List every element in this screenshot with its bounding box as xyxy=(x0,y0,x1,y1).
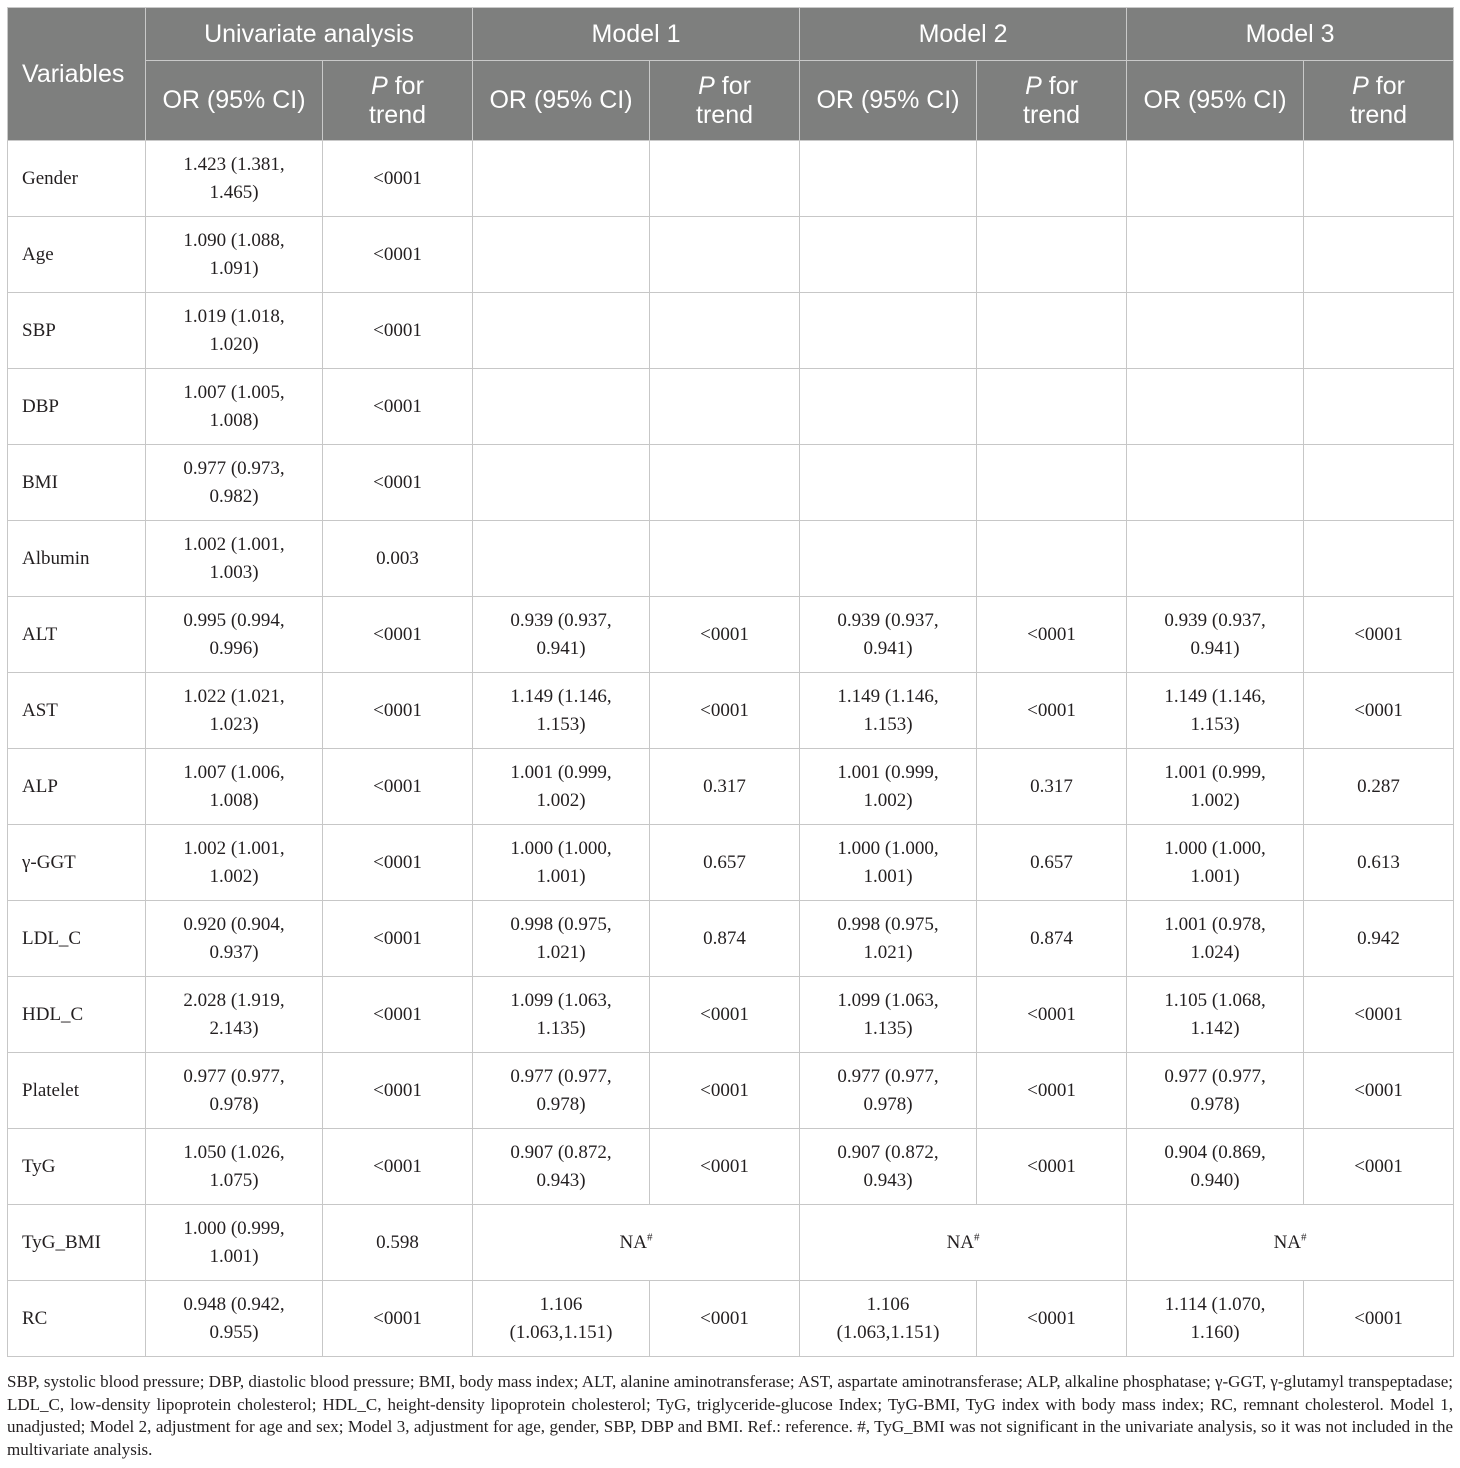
variable-name: SBP xyxy=(8,293,146,369)
table-row xyxy=(8,217,1454,293)
m3-or-cell xyxy=(1127,673,1304,749)
m2-or-cell-empty xyxy=(800,369,977,445)
univariate-p-cell: <0001 xyxy=(323,977,473,1053)
m2-p-cell-empty xyxy=(977,217,1127,293)
m2-or-cell xyxy=(800,749,977,825)
p-symbol: P xyxy=(698,71,715,100)
m2-p-cell: 0.657 xyxy=(977,825,1127,901)
m1-or-cell-line-2: 1.021) xyxy=(536,941,586,963)
m3-p-cell-empty xyxy=(1304,521,1454,597)
trend-text: trend xyxy=(1350,100,1408,129)
m1-or-cell-line-1: 1.000 (1.000, xyxy=(510,838,612,859)
univariate-or-cell-line-2: 1.091) xyxy=(209,257,259,279)
univariate-p-cell: <0001 xyxy=(323,141,473,217)
m1-or-cell-line-2: 0.978) xyxy=(536,1093,586,1115)
m2-or-cell xyxy=(800,597,977,673)
univariate-or-cell-line-2: 1.002) xyxy=(209,865,259,887)
univariate-or-cell xyxy=(146,749,323,825)
group-header-model-3: Model 3 xyxy=(1127,8,1454,61)
m1-or-cell xyxy=(473,597,650,673)
m3-or-cell-line-2: 0.978) xyxy=(1190,1093,1240,1115)
table-row xyxy=(8,977,1454,1053)
m3-or-cell-line-2: 0.941) xyxy=(1190,637,1240,659)
m3-p-cell: 0.287 xyxy=(1304,749,1454,825)
m3-na-cell xyxy=(1127,1205,1454,1281)
variable-name: AST xyxy=(8,673,146,749)
univariate-or-cell xyxy=(146,1281,323,1357)
m1-na-cell xyxy=(473,1205,800,1281)
m2-p-cell: 0.317 xyxy=(977,749,1127,825)
univariate-or-cell xyxy=(146,977,323,1053)
m3-p-cell: <0001 xyxy=(1304,1281,1454,1357)
m2-or-cell-line-2: 1.153) xyxy=(863,713,913,735)
m1-or-cell-line-2: 0.941) xyxy=(536,637,586,659)
m2-or-cell-empty xyxy=(800,521,977,597)
p-trend-header-m2 xyxy=(977,61,1127,141)
or-header-m2: OR (95% CI) xyxy=(800,61,977,141)
univariate-or-cell-line-2: 0.978) xyxy=(209,1093,259,1115)
univariate-or-cell xyxy=(146,445,323,521)
m2-or-cell-line-1: 0.939 (0.937, xyxy=(837,610,939,631)
m3-or-cell-line-1: 1.114 (1.070, xyxy=(1164,1294,1266,1315)
m3-or-cell-empty xyxy=(1127,217,1304,293)
m1-or-cell xyxy=(473,749,650,825)
m3-or-cell-empty xyxy=(1127,445,1304,521)
na-footnote-mark: # xyxy=(1301,1231,1307,1244)
univariate-p-cell: <0001 xyxy=(323,825,473,901)
m2-or-cell xyxy=(800,825,977,901)
m2-p-cell-empty xyxy=(977,369,1127,445)
variable-name: DBP xyxy=(8,369,146,445)
m2-p-cell: <0001 xyxy=(977,977,1127,1053)
univariate-or-cell-line-2: 1.465) xyxy=(209,181,259,203)
univariate-or-cell-line-1: 1.022 (1.021, xyxy=(183,686,285,707)
m2-or-cell-line-1: 1.001 (0.999, xyxy=(837,762,939,783)
m2-p-cell-empty xyxy=(977,521,1127,597)
table-header xyxy=(8,8,1454,141)
m1-p-cell: <0001 xyxy=(650,1281,800,1357)
m1-p-cell-empty xyxy=(650,445,800,521)
table-row xyxy=(8,901,1454,977)
table-footnote: SBP, systolic blood pressure; DBP, diastolic blood pressure; BMI, body mass index; ALT, alanine aminotransferase; AST, aspartate aminotransferase; ALP, alkaline phosphatase; γ-GGT, γ-glutamyl transpeptadase; LDL_C, low-density lipoprotein cholesterol; HDL_C, height-density lipoprotein cholesterol; TyG, triglyceride-glucose Index; TyG-BMI, TyG index with body mass index; RC, remnant cholesterol. Model 1, unadjusted; Model 2, adjustment for age and sex; Model 3, adjustment for age, gender, SBP, DBP and BMI. Ref.: reference. #, TyG_BMI was not significant in the univariate analysis, so it was not included in the multivariate analysis. xyxy=(7,1372,1453,1459)
univariate-or-cell-line-1: 0.920 (0.904, xyxy=(183,914,285,935)
univariate-or-cell-line-1: 1.423 (1.381, xyxy=(183,154,285,175)
m2-or-cell xyxy=(800,1053,977,1129)
univariate-or-cell xyxy=(146,597,323,673)
m3-or-cell-line-1: 1.105 (1.068, xyxy=(1164,990,1266,1011)
univariate-or-cell-line-2: 1.003) xyxy=(209,561,259,583)
variable-name: Age xyxy=(8,217,146,293)
group-header-model-2: Model 2 xyxy=(800,8,1127,61)
p-for-text: for xyxy=(714,71,751,100)
m1-p-cell: 0.317 xyxy=(650,749,800,825)
univariate-p-cell: <0001 xyxy=(323,293,473,369)
trend-text: trend xyxy=(1023,100,1081,129)
m1-or-cell-line-2: (1.063,1.151) xyxy=(509,1321,613,1343)
m1-p-cell-empty xyxy=(650,141,800,217)
m1-p-cell-empty xyxy=(650,293,800,369)
univariate-p-cell: <0001 xyxy=(323,901,473,977)
m1-or-cell-line-1: 1.149 (1.146, xyxy=(510,686,612,707)
m2-p-cell: 0.874 xyxy=(977,901,1127,977)
univariate-or-cell-line-2: 1.008) xyxy=(209,789,259,811)
univariate-or-cell-line-1: 1.007 (1.006, xyxy=(183,762,285,783)
m1-or-cell-empty xyxy=(473,293,650,369)
m1-or-cell-empty xyxy=(473,141,650,217)
univariate-p-cell: <0001 xyxy=(323,673,473,749)
m2-or-cell-line-2: 1.021) xyxy=(863,941,913,963)
table-row xyxy=(8,293,1454,369)
m1-or-cell xyxy=(473,825,650,901)
univariate-or-cell-line-1: 0.977 (0.977, xyxy=(183,1066,285,1087)
m3-or-cell-line-2: 0.940) xyxy=(1190,1169,1240,1191)
m3-p-cell-empty xyxy=(1304,293,1454,369)
m3-or-cell xyxy=(1127,1281,1304,1357)
table-body xyxy=(8,141,1454,1357)
m3-p-cell: 0.942 xyxy=(1304,901,1454,977)
univariate-or-cell-line-2: 1.023) xyxy=(209,713,259,735)
na-text: NA xyxy=(946,1231,975,1253)
m3-or-cell-line-1: 1.001 (0.999, xyxy=(1164,762,1266,783)
subheader-row xyxy=(8,61,1454,141)
m2-or-cell-empty xyxy=(800,445,977,521)
m1-or-cell xyxy=(473,1129,650,1205)
m1-p-cell: 0.874 xyxy=(650,901,800,977)
m2-p-cell: <0001 xyxy=(977,1129,1127,1205)
m1-or-cell-line-2: 1.153) xyxy=(536,713,586,735)
table-row xyxy=(8,1281,1454,1357)
na-footnote-mark: # xyxy=(974,1231,980,1244)
m1-p-cell-empty xyxy=(650,369,800,445)
m1-p-cell: <0001 xyxy=(650,597,800,673)
m2-or-cell-line-1: 1.000 (1.000, xyxy=(837,838,939,859)
univariate-or-cell xyxy=(146,825,323,901)
m2-or-cell xyxy=(800,901,977,977)
univariate-p-cell: <0001 xyxy=(323,445,473,521)
univariate-or-cell-line-1: 1.019 (1.018, xyxy=(183,306,285,327)
table-row xyxy=(8,749,1454,825)
m3-or-cell-line-2: 1.160) xyxy=(1190,1321,1240,1343)
m3-or-cell-line-1: 1.000 (1.000, xyxy=(1164,838,1266,859)
p-for-text: for xyxy=(387,71,424,100)
univariate-or-cell-line-2: 1.075) xyxy=(209,1169,259,1191)
univariate-p-cell: 0.003 xyxy=(323,521,473,597)
m2-or-cell-line-2: 1.002) xyxy=(863,789,913,811)
univariate-p-cell: 0.598 xyxy=(323,1205,473,1281)
m1-or-cell-empty xyxy=(473,521,650,597)
m3-p-cell-empty xyxy=(1304,217,1454,293)
m2-or-cell xyxy=(800,673,977,749)
m1-p-cell: <0001 xyxy=(650,977,800,1053)
univariate-p-cell: <0001 xyxy=(323,369,473,445)
m2-or-cell xyxy=(800,1281,977,1357)
univariate-or-cell-line-2: 1.001) xyxy=(209,1245,259,1267)
univariate-or-cell xyxy=(146,1053,323,1129)
univariate-or-cell-line-1: 1.002 (1.001, xyxy=(183,534,285,555)
univariate-p-cell: <0001 xyxy=(323,1129,473,1205)
variable-name: ALT xyxy=(8,597,146,673)
m3-or-cell-line-1: 0.977 (0.977, xyxy=(1164,1066,1266,1087)
univariate-or-cell-line-2: 0.982) xyxy=(209,485,259,507)
na-footnote-mark: # xyxy=(647,1231,653,1244)
variable-name: TyG xyxy=(8,1129,146,1205)
m3-or-cell-line-1: 0.939 (0.937, xyxy=(1164,610,1266,631)
m3-or-cell xyxy=(1127,977,1304,1053)
univariate-or-cell xyxy=(146,901,323,977)
m3-p-cell-empty xyxy=(1304,141,1454,217)
m2-p-cell: <0001 xyxy=(977,1281,1127,1357)
m1-or-cell-line-2: 1.135) xyxy=(536,1017,586,1039)
univariate-or-cell-line-1: 1.050 (1.026, xyxy=(183,1142,285,1163)
table-row xyxy=(8,597,1454,673)
m3-or-cell-empty xyxy=(1127,369,1304,445)
m3-or-cell xyxy=(1127,1129,1304,1205)
univariate-or-cell-line-1: 1.090 (1.088, xyxy=(183,230,285,251)
m1-or-cell-line-1: 1.106 xyxy=(539,1294,583,1315)
univariate-or-cell xyxy=(146,293,323,369)
m1-p-cell: <0001 xyxy=(650,1129,800,1205)
m3-or-cell xyxy=(1127,1053,1304,1129)
m1-or-cell-line-2: 0.943) xyxy=(536,1169,586,1191)
variable-name: Platelet xyxy=(8,1053,146,1129)
m2-or-cell-line-1: 0.998 (0.975, xyxy=(837,914,939,935)
m1-or-cell xyxy=(473,1281,650,1357)
univariate-or-cell-line-1: 0.995 (0.994, xyxy=(183,610,285,631)
m1-or-cell-line-1: 0.998 (0.975, xyxy=(510,914,612,935)
table-row xyxy=(8,141,1454,217)
m1-p-cell: 0.657 xyxy=(650,825,800,901)
univariate-or-cell-line-1: 2.028 (1.919, xyxy=(183,990,285,1011)
na-text: NA xyxy=(1273,1231,1302,1253)
univariate-or-cell xyxy=(146,521,323,597)
m3-or-cell xyxy=(1127,825,1304,901)
m3-or-cell-empty xyxy=(1127,141,1304,217)
m1-p-cell-empty xyxy=(650,217,800,293)
table-row xyxy=(8,825,1454,901)
univariate-or-cell xyxy=(146,1129,323,1205)
univariate-or-cell xyxy=(146,141,323,217)
m2-or-cell-line-2: 1.135) xyxy=(863,1017,913,1039)
m3-or-cell-line-2: 1.001) xyxy=(1190,865,1240,887)
m3-p-cell: <0001 xyxy=(1304,977,1454,1053)
m1-p-cell-empty xyxy=(650,521,800,597)
p-for-text: for xyxy=(1368,71,1405,100)
univariate-or-cell-line-2: 0.996) xyxy=(209,637,259,659)
m2-or-cell-line-1: 1.106 xyxy=(866,1294,910,1315)
m3-or-cell xyxy=(1127,597,1304,673)
m3-or-cell-line-2: 1.024) xyxy=(1190,941,1240,963)
variable-name: TyG_BMI xyxy=(8,1205,146,1281)
m1-or-cell xyxy=(473,673,650,749)
univariate-p-cell: <0001 xyxy=(323,217,473,293)
m1-or-cell xyxy=(473,977,650,1053)
m3-or-cell-line-2: 1.002) xyxy=(1190,789,1240,811)
table-row xyxy=(8,521,1454,597)
m1-or-cell xyxy=(473,1053,650,1129)
m2-or-cell-line-2: (1.063,1.151) xyxy=(836,1321,940,1343)
variable-name: ALP xyxy=(8,749,146,825)
m2-or-cell-empty xyxy=(800,141,977,217)
m1-or-cell-empty xyxy=(473,445,650,521)
m3-p-cell: <0001 xyxy=(1304,597,1454,673)
m1-or-cell-line-2: 1.002) xyxy=(536,789,586,811)
m2-p-cell-empty xyxy=(977,293,1127,369)
univariate-or-cell-line-1: 1.007 (1.005, xyxy=(183,382,285,403)
variable-name: Gender xyxy=(8,141,146,217)
table-row xyxy=(8,1129,1454,1205)
m1-or-cell xyxy=(473,901,650,977)
m2-p-cell: <0001 xyxy=(977,673,1127,749)
or-header-uni: OR (95% CI) xyxy=(146,61,323,141)
table-row xyxy=(8,673,1454,749)
m1-or-cell-line-1: 0.907 (0.872, xyxy=(510,1142,612,1163)
m2-p-cell-empty xyxy=(977,445,1127,521)
p-symbol: P xyxy=(1025,71,1042,100)
univariate-p-cell: <0001 xyxy=(323,749,473,825)
variable-name: BMI xyxy=(8,445,146,521)
m3-or-cell-empty xyxy=(1127,293,1304,369)
m2-or-cell-line-2: 1.001) xyxy=(863,865,913,887)
or-header-m1: OR (95% CI) xyxy=(473,61,650,141)
m2-p-cell: <0001 xyxy=(977,1053,1127,1129)
m3-p-cell: <0001 xyxy=(1304,1129,1454,1205)
table-row xyxy=(8,1205,1454,1281)
m2-or-cell xyxy=(800,977,977,1053)
m2-or-cell-empty xyxy=(800,217,977,293)
univariate-or-cell-line-2: 0.937) xyxy=(209,941,259,963)
m1-or-cell-line-1: 1.001 (0.999, xyxy=(510,762,612,783)
trend-text: trend xyxy=(696,100,754,129)
univariate-or-cell-line-2: 2.143) xyxy=(209,1017,259,1039)
variables-header: Variables xyxy=(8,8,146,141)
m2-or-cell xyxy=(800,1129,977,1205)
variable-name: γ-GGT xyxy=(8,825,146,901)
table-row xyxy=(8,1053,1454,1129)
m2-or-cell-line-1: 0.907 (0.872, xyxy=(837,1142,939,1163)
univariate-or-cell xyxy=(146,673,323,749)
results-table xyxy=(7,7,1454,1357)
m2-or-cell-line-1: 1.149 (1.146, xyxy=(837,686,939,707)
table-row xyxy=(8,369,1454,445)
m2-or-cell-line-1: 1.099 (1.063, xyxy=(837,990,939,1011)
p-for-text: for xyxy=(1041,71,1078,100)
group-header-univariate: Univariate analysis xyxy=(146,8,473,61)
m3-or-cell-line-2: 1.142) xyxy=(1190,1017,1240,1039)
m3-or-cell-empty xyxy=(1127,521,1304,597)
m2-p-cell: <0001 xyxy=(977,597,1127,673)
m3-or-cell-line-1: 1.001 (0.978, xyxy=(1164,914,1266,935)
univariate-or-cell-line-1: 0.977 (0.973, xyxy=(183,458,285,479)
table-row xyxy=(8,445,1454,521)
m3-p-cell: <0001 xyxy=(1304,1053,1454,1129)
univariate-or-cell xyxy=(146,217,323,293)
m1-or-cell-line-1: 1.099 (1.063, xyxy=(510,990,612,1011)
univariate-or-cell-line-2: 0.955) xyxy=(209,1321,259,1343)
m2-or-cell-empty xyxy=(800,293,977,369)
m1-or-cell-line-1: 0.977 (0.977, xyxy=(510,1066,612,1087)
m3-or-cell xyxy=(1127,749,1304,825)
m1-p-cell: <0001 xyxy=(650,673,800,749)
m2-or-cell-line-1: 0.977 (0.977, xyxy=(837,1066,939,1087)
univariate-or-cell-line-1: 1.002 (1.001, xyxy=(183,838,285,859)
m1-or-cell-empty xyxy=(473,369,650,445)
na-text: NA xyxy=(619,1231,647,1253)
or-header-m3: OR (95% CI) xyxy=(1127,61,1304,141)
variable-name: RC xyxy=(8,1281,146,1357)
univariate-or-cell xyxy=(146,369,323,445)
p-trend-header-m3 xyxy=(1304,61,1454,141)
p-trend-header-m1 xyxy=(650,61,800,141)
variable-name: HDL_C xyxy=(8,977,146,1053)
m2-or-cell-line-2: 0.978) xyxy=(863,1093,913,1115)
m3-p-cell-empty xyxy=(1304,369,1454,445)
m2-na-cell xyxy=(800,1205,1127,1281)
univariate-p-cell: <0001 xyxy=(323,1281,473,1357)
m1-or-cell-line-1: 0.939 (0.937, xyxy=(510,610,612,631)
univariate-or-cell-line-1: 1.000 (0.999, xyxy=(183,1218,285,1239)
m3-p-cell-empty xyxy=(1304,445,1454,521)
univariate-or-cell-line-1: 0.948 (0.942, xyxy=(183,1294,285,1315)
p-symbol: P xyxy=(1352,71,1369,100)
univariate-or-cell xyxy=(146,1205,323,1281)
m2-or-cell-line-2: 0.941) xyxy=(863,637,913,659)
m3-p-cell: <0001 xyxy=(1304,673,1454,749)
group-header-model-1: Model 1 xyxy=(473,8,800,61)
univariate-p-cell: <0001 xyxy=(323,597,473,673)
m1-or-cell-line-2: 1.001) xyxy=(536,865,586,887)
variable-name: Albumin xyxy=(8,521,146,597)
p-trend-header-uni xyxy=(323,61,473,141)
trend-text: trend xyxy=(369,100,426,129)
m2-p-cell-empty xyxy=(977,141,1127,217)
m2-or-cell-line-2: 0.943) xyxy=(863,1169,913,1191)
m3-or-cell-line-1: 0.904 (0.869, xyxy=(1164,1142,1266,1163)
univariate-or-cell-line-2: 1.020) xyxy=(209,333,259,355)
m3-p-cell: 0.613 xyxy=(1304,825,1454,901)
p-symbol: P xyxy=(371,71,388,100)
m1-or-cell-empty xyxy=(473,217,650,293)
m1-p-cell: <0001 xyxy=(650,1053,800,1129)
univariate-or-cell-line-2: 1.008) xyxy=(209,409,259,431)
univariate-p-cell: <0001 xyxy=(323,1053,473,1129)
m3-or-cell-line-1: 1.149 (1.146, xyxy=(1164,686,1266,707)
m3-or-cell xyxy=(1127,901,1304,977)
m3-or-cell-line-2: 1.153) xyxy=(1190,713,1240,735)
variable-name: LDL_C xyxy=(8,901,146,977)
